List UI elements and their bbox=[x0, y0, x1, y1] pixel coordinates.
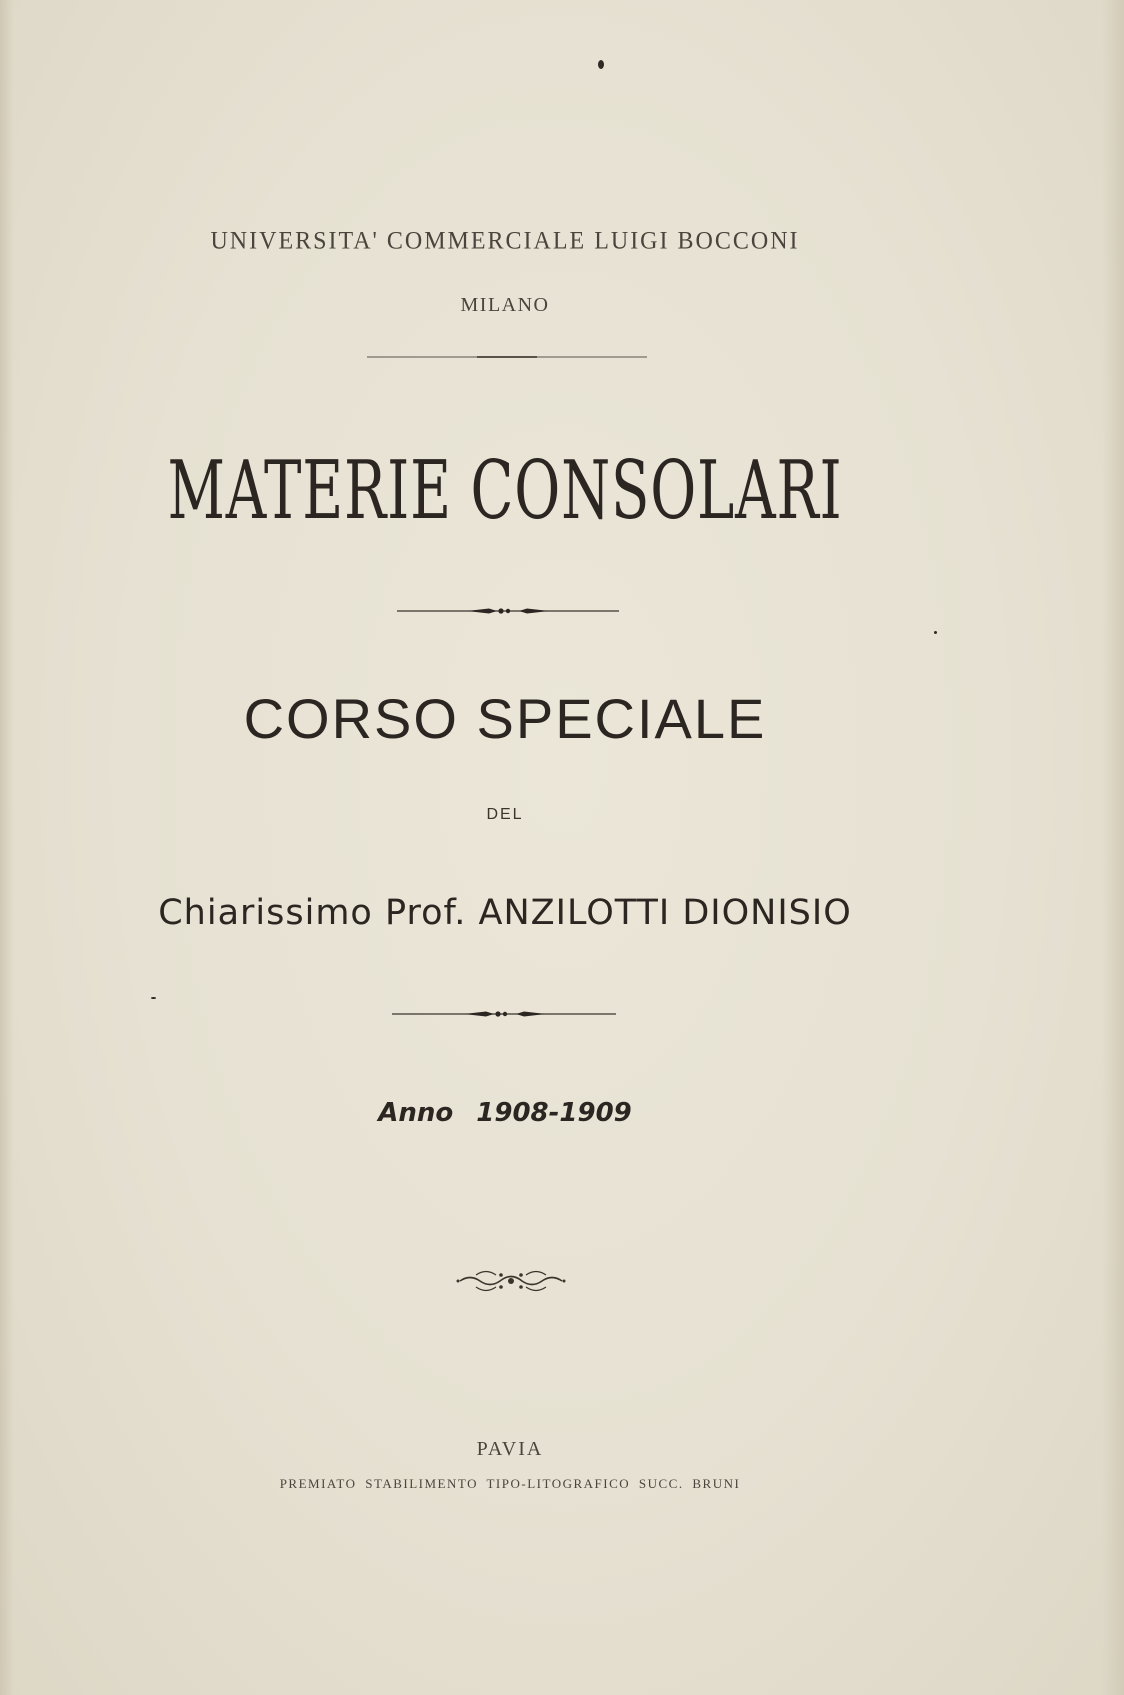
page-title: MATERIE CONSOLARI bbox=[167, 442, 843, 538]
ornament-divider-upper bbox=[397, 605, 619, 608]
professor-name: Chiarissimo Prof. ANZILOTTI DIONISIO bbox=[158, 893, 852, 933]
academic-year: Anno 1908-1909 bbox=[378, 1098, 632, 1128]
city-name: MILANO bbox=[460, 294, 550, 316]
printer-imprint: PREMIATO STABILIMENTO TIPO-LITOGRAFICO SUCC. BRUNI bbox=[279, 1476, 741, 1491]
printer-ornament bbox=[456, 1266, 566, 1296]
ink-speck bbox=[598, 60, 604, 69]
university-name: UNIVERSITA' COMMERCIALE LUIGI BOCCONI bbox=[210, 227, 800, 255]
ornament-divider-lower bbox=[392, 1008, 616, 1011]
top-divider bbox=[367, 354, 647, 357]
ink-speck bbox=[151, 997, 156, 999]
ink-speck bbox=[934, 631, 937, 634]
course-heading: CORSO SPECIALE bbox=[243, 687, 767, 750]
connector-word: DEL bbox=[486, 806, 524, 823]
publication-place: PAVIA bbox=[476, 1438, 544, 1460]
